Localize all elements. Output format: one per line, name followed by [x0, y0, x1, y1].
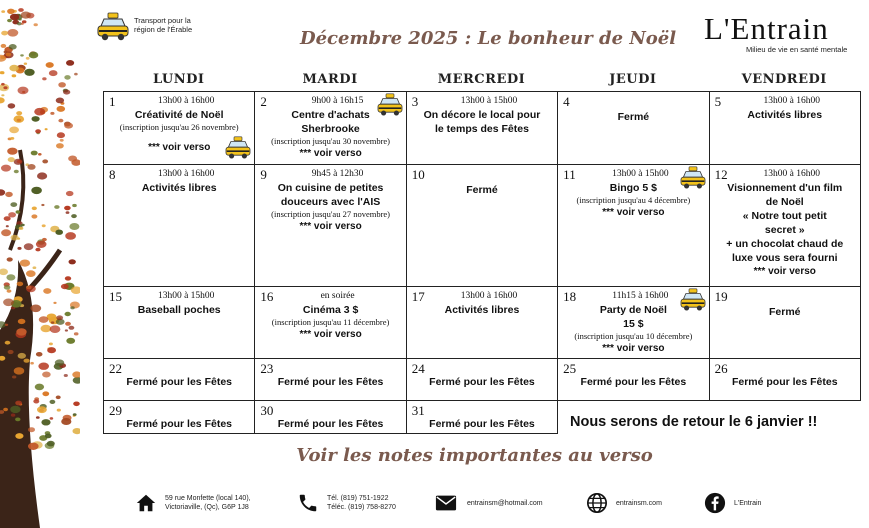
- day-number: 30: [260, 403, 274, 418]
- event-title: Sherbrooke: [301, 123, 360, 135]
- event-title: + un chocolat chaud de: [726, 238, 844, 250]
- taxi-icon: [680, 288, 706, 312]
- day-number: 4: [563, 94, 570, 109]
- address-line: Victoriaville, (Qc), G6P 1J8: [165, 504, 249, 511]
- day-number: 16: [260, 289, 274, 304]
- calendar-day-cell: [709, 165, 860, 287]
- calendar-day-cell: [104, 401, 255, 434]
- event-title: Fermé: [769, 306, 801, 318]
- day-number: 17: [411, 289, 425, 304]
- registration-deadline: (inscription jusqu'au 26 novembre): [119, 122, 239, 132]
- calendar-week-row: [104, 287, 861, 359]
- event-title: Centre d'achats: [291, 109, 370, 121]
- event-title: Fermé pour les Fêtes: [429, 376, 535, 388]
- calendar-week-row: [104, 165, 861, 287]
- calendar-day-cell: [406, 359, 557, 401]
- event-title: de Noël: [765, 196, 804, 208]
- event-title: « Notre tout petit: [742, 210, 827, 222]
- event-time: 13h00 à 15h00: [157, 291, 215, 301]
- address-line: 59 rue Monfette (local 140),: [165, 495, 251, 502]
- taxi-icon: [97, 12, 129, 42]
- calendar-day-cell: [104, 359, 255, 401]
- event-title: Fermé pour les Fêtes: [126, 418, 232, 430]
- event-title: Visionnement d'un film: [727, 182, 843, 194]
- registration-deadline: (inscription jusqu'au 30 novembre): [271, 136, 391, 146]
- day-number: 3: [411, 94, 419, 109]
- day-number: 18: [563, 289, 577, 304]
- day-number: 11: [563, 167, 576, 182]
- event-time: 13h00 à 16h00: [763, 169, 820, 179]
- calendar-day-cell: [406, 287, 557, 359]
- phone-icon: [297, 492, 319, 514]
- see-back-note: *** voir verso: [299, 148, 362, 159]
- event-title: Fermé: [617, 111, 650, 123]
- footer-address: [135, 492, 251, 514]
- weekday-label: MERCREDI: [437, 72, 526, 87]
- day-number: 29: [109, 403, 122, 418]
- day-number: 22: [109, 361, 122, 376]
- event-title: Fermé pour les Fêtes: [429, 418, 535, 430]
- event-title: Créativité de Noël: [134, 109, 224, 121]
- weekday-label: LUNDI: [152, 72, 205, 87]
- day-number: 2: [260, 94, 267, 109]
- footer-email: [435, 492, 543, 514]
- calendar-day-cell: [104, 287, 255, 359]
- registration-deadline: (inscription jusqu'au 4 décembre): [576, 195, 691, 205]
- event-time: 11h15 à 16h00: [612, 291, 669, 301]
- event-time: 13h00 à 16h00: [157, 169, 215, 179]
- footer-website: [586, 492, 662, 514]
- calendar-day-cell: [558, 165, 709, 287]
- day-number: 12: [714, 167, 728, 182]
- event-title: luxe vous sera fourni: [731, 252, 838, 264]
- footer-phone: [297, 492, 396, 514]
- calendar-day-cell: [709, 359, 860, 401]
- see-back-note: *** voir verso: [299, 329, 362, 340]
- brand-name: L'Entrain: [704, 11, 829, 46]
- transport-label-line: Transport pour la: [134, 16, 191, 25]
- event-time: 13h00 à 15h00: [612, 169, 669, 179]
- verso-note: Voir les notes importantes au verso: [296, 445, 653, 466]
- calendar-day-cell: [255, 92, 406, 165]
- brand-tagline: Milieu de vie en santé mentale: [746, 45, 848, 54]
- day-number: 10: [411, 167, 425, 182]
- event-time: 9h45 à 12h30: [311, 169, 364, 179]
- transport-label-line: région de l'Érable: [134, 25, 193, 34]
- calendar-day-cell: [558, 359, 709, 401]
- event-title: douceurs avec l'AIS: [280, 196, 381, 208]
- calendar-day-cell: [406, 401, 557, 434]
- event-title: Party de Noël: [599, 304, 667, 316]
- event-time: 13h00 à 16h00: [763, 96, 820, 106]
- return-note: Nous serons de retour le 6 janvier !!: [570, 414, 818, 430]
- day-number: 24: [411, 361, 425, 376]
- weekday-label: VENDREDI: [741, 72, 827, 87]
- calendar-day-cell: [255, 287, 406, 359]
- event-time: 13h00 à 16h00: [460, 291, 518, 301]
- calendar-day-cell: [406, 165, 557, 287]
- calendar-day-cell: [255, 401, 406, 434]
- calendar-day-cell: [255, 359, 406, 401]
- day-number: 25: [563, 361, 577, 376]
- event-title: Fermé pour les Fêtes: [277, 376, 384, 388]
- calendar-day-cell: [558, 287, 709, 359]
- event-title: Fermé pour les Fêtes: [126, 376, 232, 388]
- calendar-day-cell: [406, 92, 557, 165]
- day-number: 1: [109, 94, 116, 109]
- taxi-icon: [680, 166, 706, 190]
- see-back-note: *** voir verso: [753, 266, 816, 277]
- calendar-week-row: [104, 359, 861, 401]
- calendar-grid: [103, 91, 861, 434]
- phone-line: Téléc. (819) 758-8270: [327, 504, 396, 511]
- event-title: secret »: [764, 224, 805, 236]
- footer-facebook: [704, 492, 761, 514]
- envelope-icon: [435, 492, 459, 514]
- weekday-header-row: [103, 72, 860, 87]
- registration-deadline: (inscription jusqu'au 27 novembre): [271, 209, 391, 219]
- event-title: Fermé pour les Fêtes: [731, 376, 838, 388]
- event-time: 13h00 à 16h00: [157, 96, 215, 106]
- calendar-day-cell: [255, 165, 406, 287]
- page-title: Décembre 2025 : Le bonheur de Noël: [300, 28, 677, 49]
- calendar-week-row: [104, 92, 861, 165]
- facebook-text: L'Entrain: [734, 499, 762, 507]
- see-back-note: *** voir verso: [602, 343, 665, 354]
- see-back-note: *** voir verso: [299, 221, 362, 232]
- email-text: entrainsm@hotmail.com: [467, 499, 543, 507]
- event-title: Fermé: [466, 184, 498, 196]
- taxi-icon: [377, 93, 403, 117]
- registration-deadline: (inscription jusqu'au 10 décembre): [574, 331, 693, 341]
- event-time: en soirée: [320, 291, 355, 301]
- event-title: On décore le local pour: [423, 109, 541, 121]
- calendar-day-cell: [104, 165, 255, 287]
- weekday-label: MARDI: [302, 72, 358, 87]
- day-number: 31: [411, 403, 425, 418]
- calendar-day-cell: [104, 92, 255, 165]
- event-time: 9h00 à 16h15: [311, 96, 364, 106]
- website-text: entrainsm.com: [616, 499, 662, 507]
- event-title: Baseball poches: [137, 304, 221, 316]
- home-icon: [135, 492, 157, 514]
- footer: [0, 492, 869, 522]
- day-number: 9: [260, 167, 267, 182]
- event-title: 15 $: [623, 318, 644, 330]
- day-number: 19: [714, 289, 728, 304]
- event-title: Activités libres: [141, 182, 217, 194]
- calendar-day-cell: [709, 287, 860, 359]
- registration-deadline: (inscription jusqu'au 11 décembre): [271, 317, 390, 327]
- event-title: Activités libres: [444, 304, 520, 316]
- day-number: 8: [109, 167, 116, 182]
- day-number: 23: [260, 361, 274, 376]
- event-title: Bingo 5 $: [609, 182, 657, 194]
- weekday-label: JEUDI: [609, 72, 657, 87]
- facebook-icon: [704, 492, 726, 514]
- day-number: 26: [714, 361, 728, 376]
- event-title: le temps des Fêtes: [434, 123, 529, 135]
- event-title: On cuisine de petites: [277, 182, 384, 194]
- event-title: Activités libres: [747, 109, 823, 121]
- day-number: 15: [109, 289, 122, 304]
- globe-icon: [586, 492, 608, 514]
- phone-line: Tél. (819) 751-1922: [327, 495, 389, 502]
- transport-label: [134, 16, 192, 34]
- event-title: Fermé pour les Fêtes: [277, 418, 384, 430]
- day-number: 5: [714, 94, 722, 109]
- taxi-icon: [225, 136, 251, 160]
- event-title: Fermé pour les Fêtes: [580, 376, 687, 388]
- calendar-day-cell: [709, 92, 860, 165]
- event-title: Cinéma 3 $: [302, 304, 359, 316]
- see-back-note: *** voir verso: [602, 207, 665, 218]
- see-back-note: *** voir verso: [148, 142, 211, 153]
- calendar-day-cell: [558, 92, 709, 165]
- event-time: 13h00 à 15h00: [460, 96, 518, 106]
